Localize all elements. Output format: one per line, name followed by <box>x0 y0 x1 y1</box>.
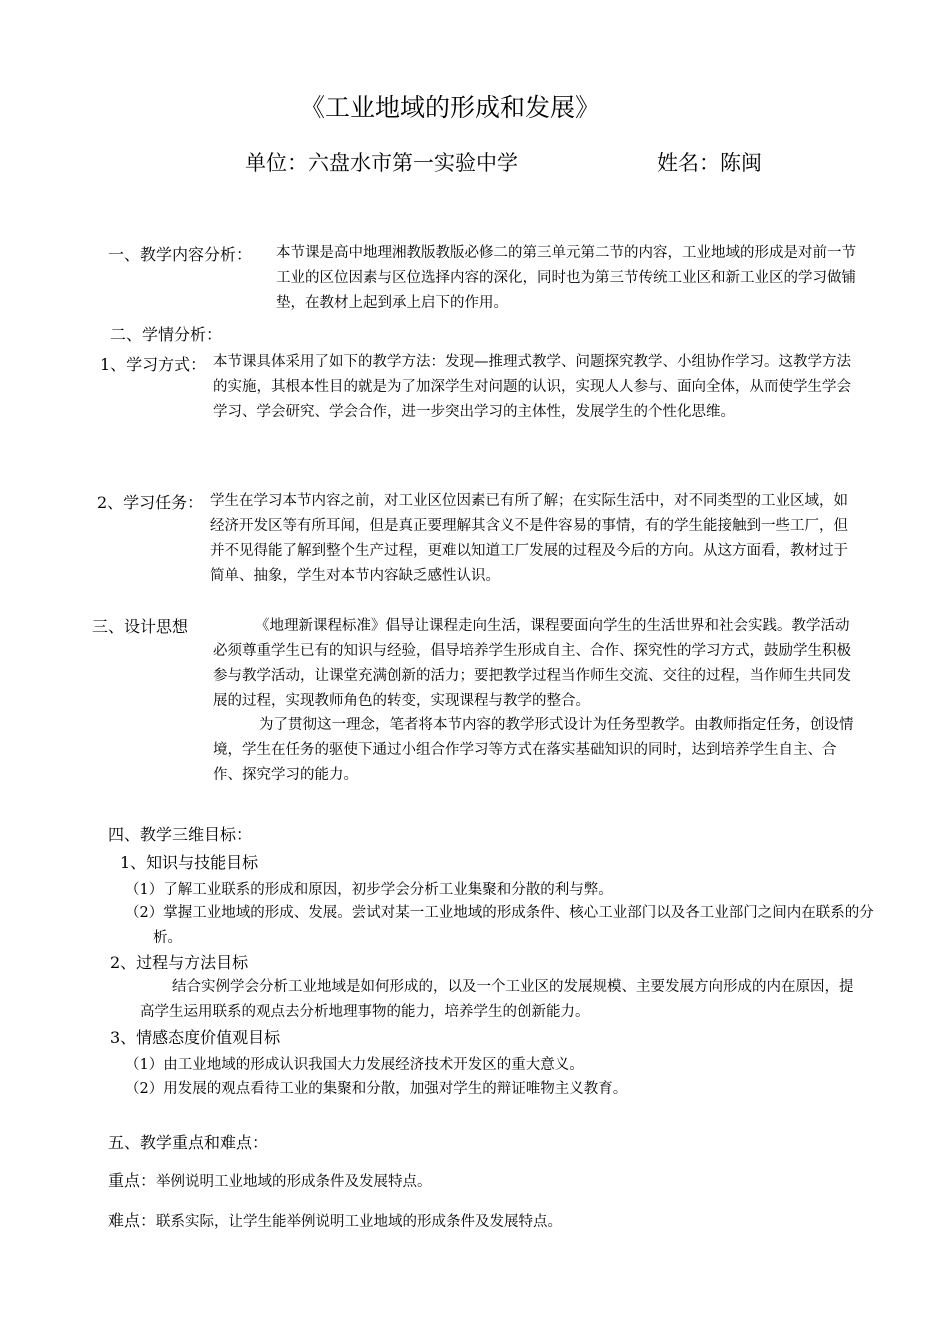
difficulty-row <box>108 1208 562 1231</box>
goal-attitude-item-2: （2）用发展的观点看待工业的集聚和分散，加强对学生的辩证唯物主义教育。 <box>125 1081 628 1097</box>
key-point-row <box>108 1168 432 1191</box>
design-paragraph-2: 为了贯彻这一理念，笔者将本节内容的教学形式设计为任务型教学。由教师指定任务，创设情境，学生在任务的驱使下通过小组合作学习等方式在落实基础知识的同时，达到培养学生自主、合作、探究学习的能力。 <box>213 717 854 783</box>
goal-attitude-item-1: （1）由工业地域的形成认识我国大力发展经济技术开发区的重大意义。 <box>125 1057 584 1073</box>
section-1-paragraph: 本节课是高中地理湘教版教版必修二的第三单元第二节的内容，工业地域的形成是对前一节工业的区位因素与区位选择内容的深化，同时也为第三节传统工业区和新工业区的学习做铺垫，在教材上起到承上启下的作用。 <box>276 245 856 311</box>
goal-attitude-heading: 3、情感态度价值观目标 <box>110 1028 281 1047</box>
learning-task-heading: 2、学习任务： <box>97 493 204 512</box>
goal-process-text: 结合实例学会分析工业地域是如何形成的，以及一个工业区的发展规模、主要发展方向形成的内在原因，提高学生运用联系的观点去分析地理事物的能力，培养学生的创新能力。 <box>140 979 854 1020</box>
difficulty-text: 联系实际，让学生能举例说明工业地域的形成条件及发展特点。 <box>156 1214 563 1230</box>
section-1-heading: 一、教学内容分析： <box>108 245 253 264</box>
learning-method-text: 本节课具体采用了如下的教学方法：发现—推理式教学、问题探究教学、小组协作学习。这教学方法的实施，其根本性目的就是为了加深学生对问题的认识，实现人人参与、面向全体，从而使学生学会学习、学会研究、学会合作，进一步突出学习的主体性，发展学生的个性化思维。 <box>213 354 851 420</box>
design-paragraph-1: 《地理新课程标准》倡导让课程走向生活，课程要面向学生的生活世界和社会实践。教学活动必须尊重学生已有的知识与经验，倡导培养学生形成自主、合作、探究性的学习方式，鼓励学生积极参与教学活动，让课堂充满创新的活力；要把教学过程当作师生交流、交往的过程，当作师生共同发展的过程，实现教师角色的转变，实现课程与教学的整合。 <box>213 618 851 709</box>
goal-knowledge-heading: 1、知识与技能目标 <box>120 853 259 872</box>
goal-knowledge-item-2: （2）掌握工业地域的形成、发展。尝试对某一工业地域的形成条件、核心工业部门以及各工业部门之间内在联系的分析。 <box>125 905 874 946</box>
key-point-text: 举例说明工业地域的形成条件及发展特点。 <box>156 1174 432 1190</box>
difficulty-label: 难点： <box>108 1211 157 1230</box>
goal-process-heading: 2、过程与方法目标 <box>110 953 249 972</box>
author-label: 姓名：陈闽 <box>657 151 762 175</box>
key-point-label: 重点： <box>108 1171 157 1190</box>
document-title: 《工业地域的形成和发展》 <box>300 93 601 122</box>
learning-task-text: 学生在学习本节内容之前，对工业区位因素已有所了解；在实际生活中，对不同类型的工业区域，如经济开发区等有所耳闻，但是真正要理解其含义不是件容易的事情，有的学生能接触到一些工厂，但并不见得能了解到整个生产过程，更难以知道工厂发展的过程及今后的方向。从这方面看，教材过于简单、抽象，学生对本节内容缺乏感性认识。 <box>210 493 848 584</box>
section-5-heading: 五、教学重点和难点： <box>108 1133 269 1152</box>
unit-label: 单位：六盘水市第一实验中学 <box>245 151 518 175</box>
section-4-heading: 四、教学三维目标： <box>108 825 253 844</box>
section-1-text <box>276 241 864 316</box>
section-2-heading: 二、学情分析： <box>110 325 223 344</box>
section-3-heading: 三、设计思想 <box>92 617 189 636</box>
learning-method-heading: 1、学习方式： <box>100 355 207 374</box>
goal-knowledge-item-1: （1）了解工业联系的形成和原因，初步学会分析工业集聚和分散的利与弊。 <box>125 882 613 898</box>
